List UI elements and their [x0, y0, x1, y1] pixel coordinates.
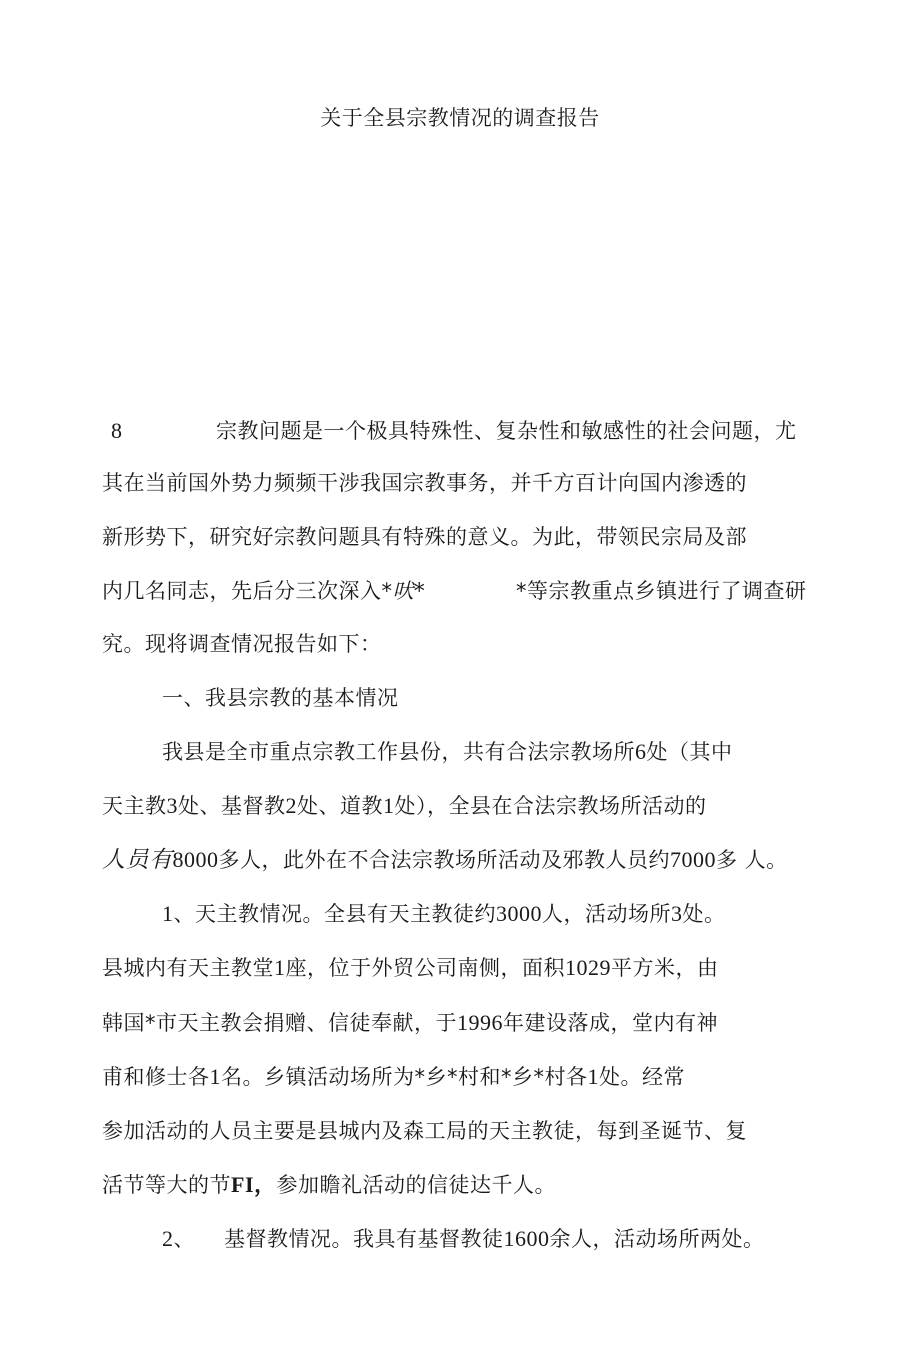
paragraph-3-line-5: 参加活动的人员主要是县城内及森工局的天主教徒，每到圣诞节、复 — [102, 1119, 747, 1143]
paragraph-1-line-4b: *等宗教重点乡镇进行了调查研 — [516, 579, 807, 603]
paragraph-3-line-2: 县城内有天主教堂1座，位于外贸公司南侧，面积1029平方米，由 — [102, 955, 719, 980]
paragraph-3-line-6: 活节等大的节FI，参加瞻礼活动的信徒达千人。 — [102, 1172, 557, 1197]
section-heading-1: 一、我县宗教的基本情况 — [162, 686, 399, 710]
paragraph-1-line-1: 宗教问题是一个极具特殊性、复杂性和敏感性的社会问题，尤 — [216, 419, 797, 443]
document-title: 关于全县宗教情况的调查报告 — [320, 106, 600, 130]
paragraph-4-line-1b: 基督教情况。我具有基督教徒1600余人，活动场所两处。 — [224, 1226, 765, 1251]
paragraph-2-line-2: 天主教3处、基督教2处、道教1处），全县在合法宗教场所活动的 — [102, 793, 707, 818]
paragraph-4-line-1a: 2、 — [162, 1226, 195, 1251]
paragraph-3-line-1: 1、天主教情况。全县有天主教徒约3000人，活动场所3处。 — [162, 901, 726, 926]
paragraph-2-line-3: 人员有8000多人，此外在不合法宗教场所活动及邪教人员约7000多 人。 — [102, 847, 788, 873]
paragraph-3-line-3: 韩国*市天主教会捐赠、信徒奉献，于1996年建设落成，堂内有神 — [102, 1010, 718, 1035]
paragraph-2-line-1: 我县是全市重点宗教工作县份，共有合法宗教场所6处（其中 — [162, 739, 733, 764]
paragraph-1-line-3: 新形势下，研究好宗教问题具有特殊的意义。为此，带领民宗局及部 — [102, 525, 747, 549]
paragraph-3-line-4: 甫和修士各1名。乡镇活动场所为*乡*村和*乡*村各1处。经常 — [102, 1064, 685, 1089]
italic-glyph: 吠* — [392, 579, 425, 603]
paragraph-1-line-2: 其在当前国外势力频频干涉我国宗教事务，并千方百计向国内渗透的 — [102, 471, 747, 495]
paragraph-marker: 8 — [111, 418, 123, 443]
paragraph-1-line-5: 究。现将调查情况报告如下： — [102, 632, 382, 656]
paragraph-1-line-4a: 内几名同志，先后分三次深入*吠* — [102, 579, 425, 603]
